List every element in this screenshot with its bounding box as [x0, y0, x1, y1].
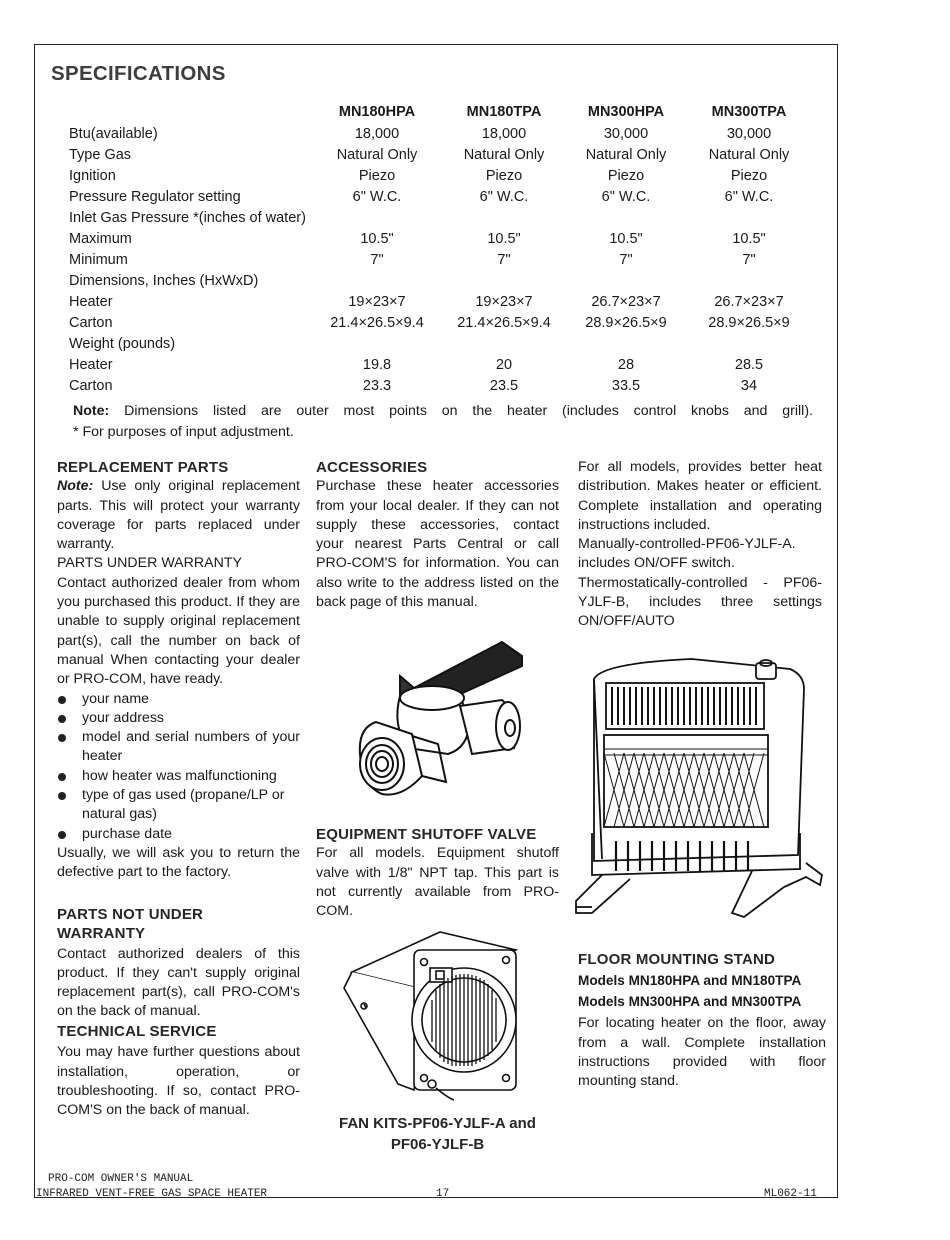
model-header: MN300TPA [711, 104, 787, 120]
spec-cell: 26.7×23×7 [591, 294, 661, 310]
page-number: 17 [436, 1188, 450, 1200]
replacement-note-text: Use only original replacement parts. This will protect your warranty coverage for parts replaced under warranty. [57, 478, 300, 553]
fan-kit-illustration [340, 930, 520, 1105]
spec-cell: 7" [619, 252, 633, 268]
spec-cell: 10.5" [732, 231, 766, 247]
shutoff-valve-illustration [352, 636, 524, 806]
spec-cell: Piezo [358, 168, 396, 184]
document-code: ML062-11 [764, 1188, 817, 1200]
list-item: model and serial numbers of your heater [57, 728, 300, 767]
spec-cell: Natural Only [463, 147, 545, 163]
spec-cell: 34 [740, 378, 758, 394]
not-warranty-heading: PARTS NOT UNDER WARRANTY [57, 906, 204, 943]
spec-cell: 18,000 [354, 126, 400, 142]
spec-row-label: Heater [69, 294, 113, 310]
spec-cell: Natural Only [585, 147, 667, 163]
floor-stand-illustration [572, 655, 828, 925]
spec-cell: 19.8 [362, 357, 392, 373]
spec-row-label: Ignition [69, 168, 116, 184]
list-item: how heater was malfunctioning [57, 767, 300, 786]
not-warranty-section [57, 905, 300, 1022]
spec-row-label: Carton [69, 315, 113, 331]
spec-note [73, 403, 813, 419]
spec-cell: 30,000 [603, 126, 649, 142]
spec-cell: 21.4×26.5×9.4 [330, 315, 424, 331]
spec-cell: 6" W.C. [724, 189, 774, 205]
spec-cell: 26.7×23×7 [714, 294, 784, 310]
spec-row-label: Maximum [69, 231, 132, 247]
spec-row-label: Minimum [69, 252, 128, 268]
footer-manual: PRO-COM OWNER'S MANUAL [48, 1173, 194, 1185]
fan-kits-caption [316, 1113, 559, 1155]
spec-cell: 6" W.C. [352, 189, 402, 205]
model-header: MN180TPA [466, 104, 542, 120]
shutoff-valve-section [316, 825, 559, 921]
accessories-section [316, 458, 559, 612]
stand-heading: FLOOR MOUNTING STAND [578, 951, 776, 968]
spec-cell: Natural Only [708, 147, 790, 163]
stand-text: For locating heater on the floor, away from a wall. Complete installation instructions provided with floor mounting stand. [578, 1015, 826, 1090]
page-title: SPECIFICATIONS [51, 62, 226, 85]
technical-service-section [57, 1022, 300, 1120]
model-header: MN180HPA [338, 104, 416, 120]
stand-models-2: Models MN300HPA and MN300TPA [578, 993, 802, 1009]
accessories-text: Purchase these heater accessories from your local dealer. If they can not supply these accessories, contact your nearest Parts Central or call PRO-COM'S for information. You can also write to the address listed on the back page of this manual. [316, 478, 559, 611]
technical-heading: TECHNICAL SERVICE [57, 1023, 217, 1040]
spec-cell: 30,000 [726, 126, 772, 142]
spec-cell: 10.5" [487, 231, 521, 247]
spec-cell: 23.3 [362, 378, 392, 394]
spec-cell: 20 [495, 357, 513, 373]
spec-row-label: Weight (pounds) [69, 336, 176, 352]
valve-text: For all models. Equipment shutoff valve with 1/8" NPT tap. This part is not currently available from PRO-COM. [316, 845, 559, 920]
spec-row-label: Carton [69, 378, 113, 394]
footer-product: INFRARED VENT-FREE GAS SPACE HEATER [36, 1188, 268, 1200]
spec-cell: Piezo [607, 168, 645, 184]
spec-cell: 6" W.C. [601, 189, 651, 205]
spec-cell: 28 [617, 357, 635, 373]
spec-cell: 10.5" [609, 231, 643, 247]
spec-row-label: Pressure Regulator setting [69, 189, 241, 205]
spec-row-label: Inlet Gas Pressure *(inches of water) [69, 210, 306, 226]
replacement-note [57, 477, 300, 554]
warranty-text: Contact authorized dealer from whom you purchased this product. If they are unable to supply original replacement part(s), call the number on back of manual When contacting your dealer or PRO-COM, have ready. [57, 574, 300, 688]
warranty-heading: PARTS UNDER WARRANTY [57, 555, 242, 572]
technical-text: You may have further questions about installation, operation, or troubleshooting. If so, contact PRO-COM'S on the back of manual. [57, 1044, 300, 1119]
spec-cell: 28.9×26.5×9 [585, 315, 667, 331]
fan-kits-caption-line2: PF06-YJLF-B [390, 1136, 485, 1153]
spec-cell: Piezo [730, 168, 768, 184]
fan-desc-p2: Manually-controlled-PF06-YJLF-A. includes ON/OFF switch. [578, 536, 796, 572]
fan-desc-p3: Thermostatically-controlled - PF06-YJLF-B, includes three settings ON/OFF/AUTO [578, 574, 822, 630]
spec-cell: 19×23×7 [348, 294, 406, 310]
spec-row-label: Dimensions, Inches (HxWxD) [69, 273, 259, 289]
list-item: your address [57, 709, 300, 728]
fan-kits-caption-line1: FAN KITS-PF06-YJLF-A and [339, 1115, 536, 1132]
model-header: MN300HPA [587, 104, 665, 120]
replacement-parts-section [57, 458, 300, 883]
spec-cell: 23.5 [489, 378, 519, 394]
spec-cell: 28.9×26.5×9 [708, 315, 790, 331]
fan-desc-p1: For all models, provides better heat distribution. Makes heater or efficient. Complete installation and operating instructions included. [578, 459, 822, 533]
note-text: Dimensions listed are outer most points on the heater (includes control knobs and grill). [124, 403, 813, 419]
have-ready-list [57, 690, 300, 844]
list-item: your name [57, 690, 300, 709]
note-label: Note: [73, 403, 110, 419]
spec-cell: 7" [497, 252, 511, 268]
stand-models-1: Models MN180HPA and MN180TPA [578, 973, 802, 989]
spec-cell: Piezo [485, 168, 523, 184]
spec-cell: 19×23×7 [475, 294, 533, 310]
list-item: purchase date [57, 825, 300, 844]
accessories-heading: ACCESSORIES [316, 459, 428, 476]
spec-cell: 28.5 [734, 357, 764, 373]
spec-cell: 7" [742, 252, 756, 268]
spec-cell: 6" W.C. [479, 189, 529, 205]
spec-cell: 21.4×26.5×9.4 [457, 315, 551, 331]
spec-cell: 7" [370, 252, 384, 268]
spec-footnote: * For purposes of input adjustment. [73, 424, 294, 440]
not-warranty-text: Contact authorized dealers of this product. If they can't supply original replacement part(s), call PRO-COM's on the back of manual. [57, 945, 300, 1020]
spec-cell: 18,000 [481, 126, 527, 142]
spec-cell: Natural Only [336, 147, 418, 163]
list-item: type of gas used (propane/LP or natural gas) [57, 786, 300, 825]
spec-row-label: Heater [69, 357, 113, 373]
floor-stand-section [578, 950, 826, 1091]
spec-row-label: Type Gas [69, 147, 132, 163]
replacement-closing: Usually, we will ask you to return the defective part to the factory. [57, 844, 300, 881]
replacement-heading: REPLACEMENT PARTS [57, 459, 229, 476]
spec-cell: 10.5" [360, 231, 394, 247]
spec-cell: 33.5 [611, 378, 641, 394]
fan-kit-description [578, 458, 822, 632]
replacement-note-label: Note: [57, 478, 94, 495]
valve-heading: EQUIPMENT SHUTOFF VALVE [316, 826, 537, 843]
spec-row-label: Btu(available) [69, 126, 158, 142]
